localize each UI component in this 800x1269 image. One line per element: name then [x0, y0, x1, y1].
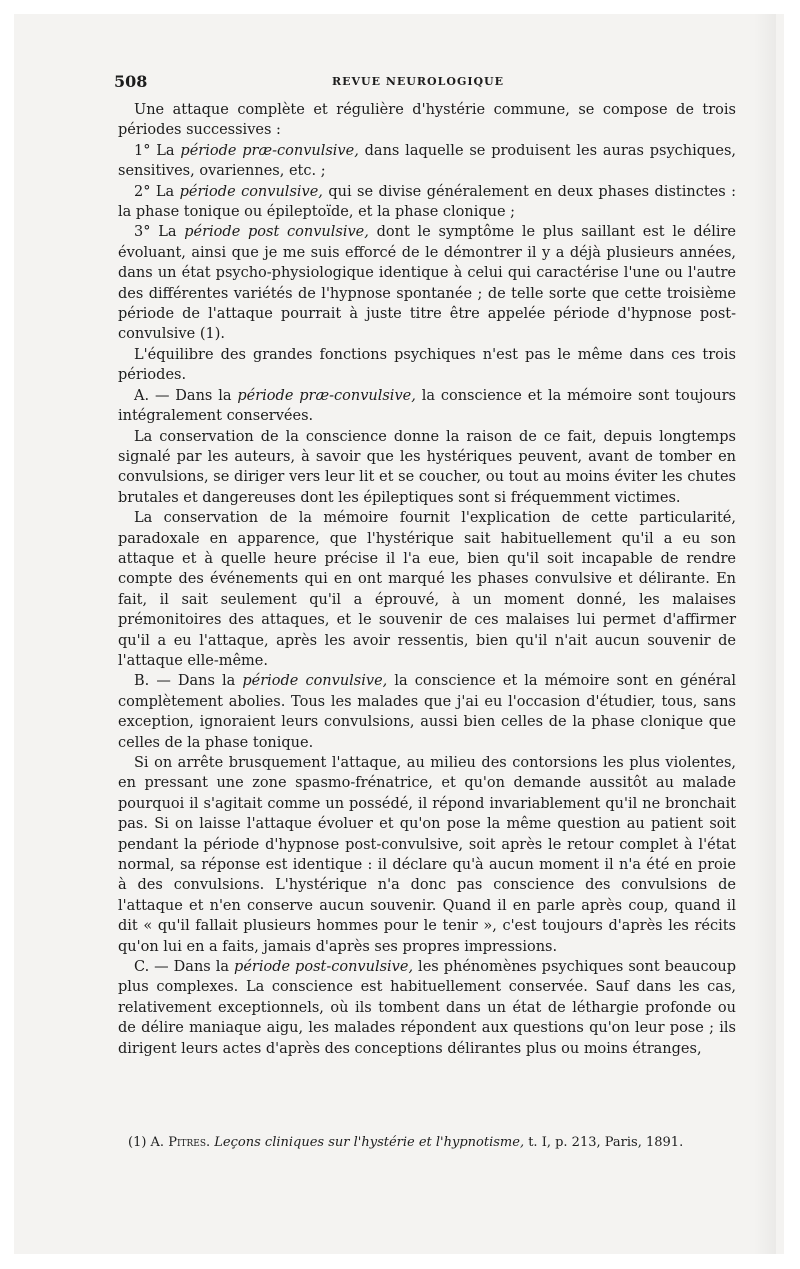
item-number: 3° La: [134, 224, 185, 241]
list-item: [118, 141, 736, 182]
item-text: dont le symptôme le plus saillant est le délire évoluant, ainsi que je me suis efforcé de le démontrer il y a déjà plusieurs années, dans un état psycho-physiologique identique à celui qui caractérise l'une ou l'autre des différentes variétés de l'hypnose spontanée ; de telle sorte que cette troisième période de l'attaque pourrait à juste titre être appelée période d'hypnose post-convulsive (1).: [118, 224, 737, 343]
paragraph: Une attaque complète et régulière d'hystérie commune, se compose de trois périodes successives :: [118, 102, 736, 139]
item-text: qui se divise généralement en deux phases distinctes : la phase tonique ou épileptoïde, et la phase clonique ;: [118, 183, 737, 221]
footnote: [128, 1134, 728, 1152]
item-number: 2° La: [134, 183, 180, 200]
section-term: période convulsive,: [242, 673, 388, 690]
section-text: les phénomènes psychiques sont beaucoup plus complexes. La conscience est habituellement conservée. Sauf dans les cas, relativement exceptionnels, où ils tombent dans un état de léthargie profonde ou de délire maniaque aigu, les malades répondent aux questions qu'on leur pose ; ils dirigent leurs actes d'après des conceptions délirantes plus ou moins étranges,: [118, 959, 736, 1057]
item-term: période præ-convulsive,: [180, 142, 359, 159]
page-header: [114, 72, 734, 92]
item-term: période convulsive,: [179, 183, 323, 200]
section-paragraph: [118, 386, 736, 427]
body-text: [118, 100, 736, 1059]
paragraph: La conservation de la mémoire fournit l'explication de cette particularité, paradoxale en apparence, que l'hystérique sait habituellement qu'il a eu son attaque et à quelle heure précise il l'a eue, bien qu'il soit incapable de rendre compte des événements qui en ont marqué les phases convulsive et délirante. En fait, il sait seulement qu'il a éprouvé, à un moment donné, les malaises prémonitoires des attaques, et le souvenir de ces malaises lui permet d'affirmer qu'il a eu l'attaque, après les avoir ressentis, bien qu'il n'ait aucun souvenir de l'attaque elle-même.: [118, 510, 736, 669]
section-paragraph: [118, 957, 736, 1059]
list-item: [118, 182, 736, 223]
section-term: période post-convulsive,: [234, 959, 414, 976]
paragraph: Si on arrête brusquement l'attaque, au milieu des contorsions les plus violentes, en pressant une zone spasmo-frénatrice, et qu'on demande aussitôt au malade pourquoi il s'agitait comme un possédé, il répond invariablement qu'il ne bronchait pas. Si on laisse l'attaque évoluer et qu'on pose la même question au patient soit pendant la période d'hypnose post-convulsive, soit après le retour complet à l'état normal, sa réponse est identique : il déclare qu'à aucun moment il n'a été en proie à des convulsions. L'hystérique n'a donc pas conscience des convulsions de l'attaque et n'en conserve aucun souvenir. Quand il en parle après coup, quand il dit « qu'il fallait plusieurs hommes pour le tenir », c'est toujours d'après les récits qu'on lui en a faits, jamais d'après ses propres impressions.: [118, 755, 736, 955]
section-paragraph: [118, 671, 736, 753]
section-marker: B. — Dans la: [134, 673, 243, 690]
footnote-reference: t. I, p. 213, Paris, 1891.: [524, 1135, 684, 1150]
footnote-author: Pitres: [168, 1135, 207, 1150]
section-text: la conscience et la mémoire sont en général complètement abolies. Tous les malades que j'ai eu l'occasion d'étudier, tous, sans exception, ignoraient leurs convulsions, aussi bien celles de la phase clonique que celles de la phase tonique.: [118, 673, 736, 751]
list-item: [118, 222, 736, 344]
paragraph: La conservation de la conscience donne la raison de ce fait, depuis longtemps signalé par les auteurs, à savoir que les hystériques peuvent, avant de tomber en convulsions, se diriger vers leur lit et se coucher, ou tout au moins éviter les chutes brutales et dangereuses dont les épileptiques sont si fréquemment victimes.: [118, 428, 736, 506]
section-marker: C. — Dans la: [134, 959, 235, 976]
document-page: [14, 14, 784, 1254]
page-edge-shadow: [754, 14, 776, 1254]
item-number: 1° La: [134, 142, 181, 159]
footnote-marker: (1) A.: [128, 1135, 169, 1150]
footnote-title: Leçons cliniques sur l'hystérie et l'hypnotisme,: [214, 1135, 525, 1150]
running-title: REVUE NEUROLOGIQUE: [332, 75, 505, 88]
paragraph: L'équilibre des grandes fonctions psychiques n'est pas le même dans ces trois périodes.: [118, 346, 736, 384]
page-number: 508: [114, 72, 148, 91]
item-term: période post convulsive,: [184, 224, 369, 241]
section-text: la conscience et la mémoire sont toujours intégralement conservées.: [118, 387, 736, 425]
section-marker: A. — Dans la: [134, 387, 238, 404]
footnote-separator: .: [206, 1135, 215, 1150]
section-term: période præ-convulsive,: [237, 387, 416, 404]
item-text: dans laquelle se produisent les auras psychiques, sensitives, ovariennes, etc. ;: [118, 142, 736, 180]
